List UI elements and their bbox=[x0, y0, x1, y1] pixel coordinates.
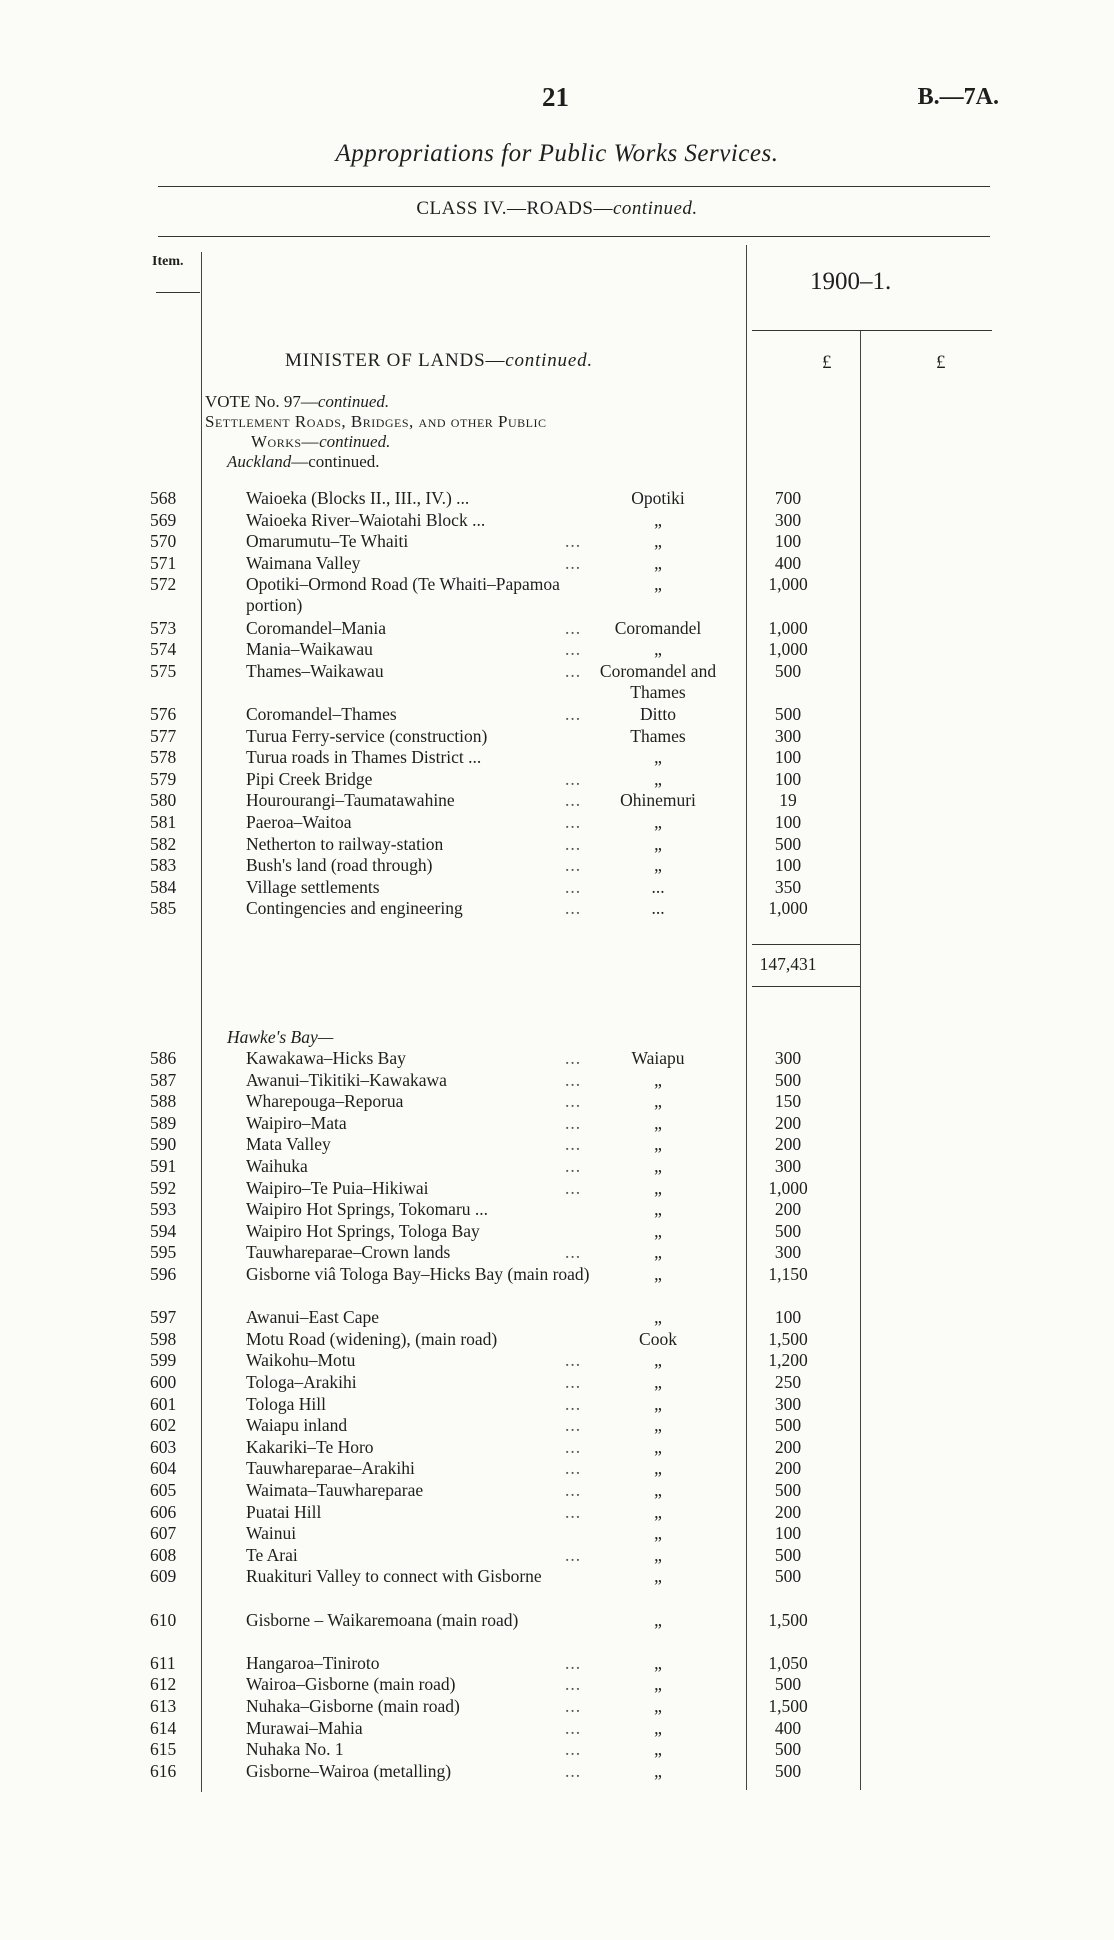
amount: 200 bbox=[774, 1134, 802, 1155]
item-number: 611 bbox=[150, 1652, 176, 1673]
district: „ bbox=[654, 1480, 662, 1500]
item-name: Coromandel–Mania bbox=[246, 617, 386, 638]
amount: 100 bbox=[774, 1523, 802, 1544]
item-number: 604 bbox=[150, 1458, 177, 1479]
item-name: Omarumutu–Te Whaiti bbox=[246, 531, 409, 552]
item-number: 588 bbox=[150, 1091, 177, 1112]
item-name: Awanui–East Cape bbox=[246, 1307, 380, 1328]
leader-dots: ... bbox=[564, 1674, 582, 1695]
item-name: Hourourangi–Taumatawahine bbox=[246, 790, 455, 811]
district: Ditto bbox=[640, 704, 676, 724]
item-name: Coromandel–Thames bbox=[246, 704, 397, 724]
item-number: 602 bbox=[150, 1415, 177, 1436]
amount: 500 bbox=[774, 1739, 802, 1760]
item-name: Gisborne viâ Tologa Bay–Hicks Bay (main road) bbox=[246, 1264, 590, 1284]
item-number: 584 bbox=[150, 876, 177, 897]
leader-dots: ... bbox=[564, 1091, 582, 1112]
leader-dots: ... bbox=[564, 1717, 582, 1738]
auckland-heading: Auckland—continued. bbox=[227, 452, 380, 471]
item-number: 615 bbox=[150, 1739, 177, 1760]
amount: 300 bbox=[774, 1242, 802, 1263]
item-name: Waimana Valley bbox=[246, 552, 361, 573]
document-reference: B.—7A. bbox=[917, 84, 999, 110]
title-rule bbox=[158, 186, 990, 187]
district: „ bbox=[654, 1350, 662, 1371]
district: „ bbox=[654, 1242, 662, 1263]
item-name: Kakariki–Te Horo bbox=[246, 1436, 374, 1457]
amount: 150 bbox=[774, 1091, 802, 1112]
item-number: 580 bbox=[150, 790, 177, 811]
amount: 300 bbox=[774, 509, 802, 530]
amount: 1,500 bbox=[768, 1696, 808, 1716]
district: „ bbox=[654, 639, 662, 660]
item-name: Waiapu inland bbox=[246, 1415, 348, 1436]
district: „ bbox=[654, 531, 662, 552]
item-number: 574 bbox=[150, 639, 177, 660]
amount: 500 bbox=[774, 1760, 802, 1781]
leader-dots: ... bbox=[564, 639, 582, 660]
item-number: 605 bbox=[150, 1480, 177, 1500]
item-number: 571 bbox=[150, 552, 177, 573]
district: „ bbox=[654, 1739, 662, 1760]
item-number: 610 bbox=[150, 1609, 177, 1630]
item-number: 596 bbox=[150, 1264, 177, 1284]
item-name: Nuhaka–Gisborne (main road) bbox=[246, 1696, 460, 1716]
leader-dots: ... bbox=[564, 898, 582, 919]
amount: 500 bbox=[774, 1220, 802, 1241]
item-name: Te Arai bbox=[246, 1544, 298, 1565]
item-number: 603 bbox=[150, 1436, 177, 1457]
district: „ bbox=[654, 1220, 662, 1241]
amount: 300 bbox=[774, 1156, 802, 1176]
amount: 250 bbox=[774, 1372, 802, 1392]
vote-title-cont: Works—continued. bbox=[251, 432, 391, 451]
amount: 300 bbox=[774, 725, 802, 746]
district: „ bbox=[654, 1091, 662, 1112]
leader-dots: ... bbox=[564, 1242, 582, 1263]
leader-dots: ... bbox=[564, 704, 582, 724]
item-name: Nuhaka No. 1 bbox=[246, 1739, 344, 1760]
item-name: Wainui bbox=[246, 1523, 297, 1544]
item-number: 606 bbox=[150, 1501, 177, 1522]
district: „ bbox=[654, 1566, 662, 1587]
leader-dots: ... bbox=[564, 1458, 582, 1479]
item-name: Paeroa–Waitoa bbox=[246, 812, 352, 832]
amount: 200 bbox=[774, 1112, 802, 1133]
year-header: 1900–1. bbox=[810, 268, 892, 295]
leader-dots: ... bbox=[564, 1134, 582, 1155]
item-number: 569 bbox=[150, 509, 177, 530]
amount: 1,050 bbox=[768, 1652, 808, 1673]
item-name: Tologa–Arakihi bbox=[246, 1372, 357, 1392]
item-name: Waikohu–Motu bbox=[246, 1350, 356, 1371]
leader-dots: ... bbox=[564, 1739, 582, 1760]
subtotal-rule-bottom bbox=[752, 986, 860, 987]
leader-dots: ... bbox=[564, 1480, 582, 1500]
item-number: 581 bbox=[150, 812, 177, 832]
item-name: Ruakituri Valley to connect with Gisborne bbox=[246, 1566, 542, 1587]
district: „ bbox=[654, 1696, 662, 1716]
amount: 100 bbox=[774, 768, 802, 789]
item-number: 598 bbox=[150, 1328, 177, 1349]
amount: 700 bbox=[774, 488, 802, 508]
minister-heading: MINISTER OF LANDS—continued. bbox=[285, 350, 593, 371]
item-name: Tauwhareparae–Arakihi bbox=[246, 1458, 415, 1479]
item-number: 573 bbox=[150, 617, 177, 638]
hawkes-bay-heading: Hawke's Bay— bbox=[227, 1027, 334, 1047]
leader-dots: ... bbox=[564, 1415, 582, 1436]
leader-dots: ... bbox=[564, 1177, 582, 1198]
item-number: 579 bbox=[150, 768, 177, 789]
item-number: 585 bbox=[150, 898, 177, 919]
district: Coromandel bbox=[614, 617, 702, 638]
district: Cook bbox=[639, 1328, 677, 1349]
amount: 1,150 bbox=[768, 1264, 808, 1284]
district: „ bbox=[654, 1501, 662, 1522]
leader-dots: ... bbox=[564, 1112, 582, 1133]
amount: 1,200 bbox=[768, 1350, 808, 1371]
vote-number: VOTE No. 97—continued. bbox=[205, 392, 390, 411]
amount: 1,000 bbox=[768, 617, 808, 638]
district: „ bbox=[654, 509, 662, 530]
amount: 500 bbox=[774, 1544, 802, 1565]
district: ... bbox=[651, 876, 665, 897]
amount: 19 bbox=[779, 790, 797, 811]
amount: 500 bbox=[774, 1480, 802, 1500]
leader-dots: ... bbox=[564, 1393, 582, 1414]
amount: 100 bbox=[774, 812, 802, 832]
amount: 500 bbox=[774, 833, 802, 854]
district: „ bbox=[654, 1307, 662, 1328]
leader-dots: ... bbox=[564, 812, 582, 832]
subtotal-rule-top bbox=[752, 944, 860, 945]
district: „ bbox=[654, 1264, 662, 1284]
district: „ bbox=[654, 1112, 662, 1133]
amount: 400 bbox=[774, 552, 802, 573]
amount: 300 bbox=[774, 1048, 802, 1068]
vote-heading bbox=[205, 392, 547, 472]
amount: 500 bbox=[774, 1566, 802, 1587]
district: „ bbox=[654, 1134, 662, 1155]
amount: 1,000 bbox=[768, 1177, 808, 1198]
district: „ bbox=[654, 1372, 662, 1392]
item-number: 614 bbox=[150, 1717, 177, 1738]
amount: 200 bbox=[774, 1436, 802, 1457]
vote-title: Settlement Roads, Bridges, and other Public bbox=[205, 412, 547, 431]
auckland-subtotal: 147,431 bbox=[759, 954, 817, 974]
amount: 400 bbox=[774, 1717, 802, 1738]
district: „ bbox=[654, 812, 662, 832]
item-number: 575 bbox=[150, 660, 177, 681]
year-header-rule bbox=[752, 330, 992, 331]
item-number: 612 bbox=[150, 1674, 177, 1695]
district: „ bbox=[654, 1760, 662, 1781]
district: „ bbox=[654, 1177, 662, 1198]
leader-dots: ... bbox=[564, 1652, 582, 1673]
district: „ bbox=[654, 855, 662, 876]
district: „ bbox=[654, 1415, 662, 1436]
leader-dots: ... bbox=[564, 855, 582, 876]
amount: 300 bbox=[774, 1393, 802, 1414]
item-name: Waipiro Hot Springs, Tologa Bay bbox=[246, 1220, 480, 1241]
item-number: 594 bbox=[150, 1220, 177, 1241]
item-number: 587 bbox=[150, 1069, 177, 1090]
item-name: Netherton to railway-station bbox=[246, 833, 444, 854]
item-number: 593 bbox=[150, 1199, 177, 1220]
amount: 100 bbox=[774, 531, 802, 552]
district: Waiapu bbox=[631, 1048, 685, 1068]
item-name: Thames–Waikawau bbox=[246, 660, 384, 681]
leader-dots: ... bbox=[564, 1372, 582, 1392]
item-number: 572 bbox=[150, 574, 177, 595]
amount: 200 bbox=[774, 1501, 802, 1522]
district: „ bbox=[654, 1652, 662, 1673]
leader-dots: ... bbox=[564, 1048, 582, 1068]
leader-dots: ... bbox=[564, 1760, 582, 1781]
item-number: 601 bbox=[150, 1393, 177, 1414]
item-column-header: Item. bbox=[152, 254, 184, 269]
leader-dots: ... bbox=[564, 1544, 582, 1565]
page-number: 21 bbox=[542, 82, 569, 112]
leader-dots: ... bbox=[564, 876, 582, 897]
district: „ bbox=[654, 1156, 662, 1176]
item-name: Tologa Hill bbox=[246, 1393, 326, 1414]
district: „ bbox=[654, 552, 662, 573]
item-column-rule bbox=[201, 252, 202, 1792]
amount: 100 bbox=[774, 1307, 802, 1328]
leader-dots: ... bbox=[564, 768, 582, 789]
leader-dots: ... bbox=[564, 1696, 582, 1716]
leader-dots: ... bbox=[564, 1350, 582, 1371]
district: „ bbox=[654, 574, 662, 595]
item-header-rule bbox=[156, 292, 200, 293]
district: „ bbox=[654, 747, 662, 768]
leader-dots: ... bbox=[564, 552, 582, 573]
amount: 500 bbox=[774, 660, 802, 681]
item-name: Puatai Hill bbox=[246, 1501, 322, 1522]
amount: 200 bbox=[774, 1458, 802, 1479]
item-name: Waipiro–Te Puia–Hikiwai bbox=[246, 1177, 429, 1198]
amount: 200 bbox=[774, 1199, 802, 1220]
item-name: Waipiro Hot Springs, Tokomaru ... bbox=[246, 1199, 489, 1220]
pound-header-2: £ bbox=[936, 352, 946, 373]
item-name: Turua roads in Thames District ... bbox=[246, 747, 482, 768]
item-name: Waioeka (Blocks II., III., IV.) ... bbox=[246, 488, 470, 508]
amount-column-rule bbox=[860, 330, 861, 1790]
item-name: Mania–Waikawau bbox=[246, 639, 373, 660]
district: „ bbox=[654, 833, 662, 854]
page-title: Appropriations for Public Works Services. bbox=[335, 140, 779, 167]
item-name: Tauwhareparae–Crown lands bbox=[246, 1242, 451, 1263]
leader-dots: ... bbox=[564, 1156, 582, 1176]
amount: 100 bbox=[774, 855, 802, 876]
amount: 500 bbox=[774, 1415, 802, 1436]
item-number: 592 bbox=[150, 1177, 177, 1198]
item-name: Motu Road (widening), (main road) bbox=[246, 1328, 498, 1349]
amount: 100 bbox=[774, 747, 802, 768]
leader-dots: ... bbox=[564, 1436, 582, 1457]
class-heading: CLASS IV.—ROADS—continued. bbox=[416, 198, 698, 219]
item-number: 577 bbox=[150, 725, 177, 746]
item-name: Bush's land (road through) bbox=[246, 855, 433, 876]
item-number: 600 bbox=[150, 1372, 177, 1392]
leader-dots: ... bbox=[564, 617, 582, 638]
item-name: Opotiki–Ormond Road (Te Whaiti–Papamoa portion) bbox=[246, 574, 560, 616]
district: „ bbox=[654, 1674, 662, 1695]
leader-dots: ... bbox=[564, 833, 582, 854]
district: „ bbox=[654, 1069, 662, 1090]
item-name: Village settlements bbox=[246, 876, 380, 897]
item-number: 591 bbox=[150, 1156, 177, 1176]
amount: 500 bbox=[774, 704, 802, 724]
item-number: 586 bbox=[150, 1048, 177, 1068]
item-name: Wharepouga–Reporua bbox=[246, 1091, 404, 1112]
district: „ bbox=[654, 1458, 662, 1479]
amount: 1,500 bbox=[768, 1328, 808, 1349]
district: „ bbox=[654, 1393, 662, 1414]
class-rule bbox=[158, 236, 990, 237]
item-number: 589 bbox=[150, 1112, 177, 1133]
item-number: 583 bbox=[150, 855, 177, 876]
item-number: 582 bbox=[150, 833, 177, 854]
amount: 350 bbox=[774, 876, 802, 897]
district: Opotiki bbox=[631, 488, 685, 508]
item-name: Gisborne – Waikaremoana (main road) bbox=[246, 1609, 519, 1630]
amount: 1,000 bbox=[768, 639, 808, 660]
district: ... bbox=[651, 898, 665, 919]
item-number: 613 bbox=[150, 1696, 177, 1716]
item-name: Mata Valley bbox=[246, 1134, 331, 1155]
district: „ bbox=[654, 1544, 662, 1565]
district: „ bbox=[654, 1609, 662, 1630]
leader-dots: ... bbox=[564, 1501, 582, 1522]
item-name: Murawai–Mahia bbox=[246, 1717, 363, 1738]
amount: 1,500 bbox=[768, 1609, 808, 1630]
district: „ bbox=[654, 1436, 662, 1457]
item-name: Kawakawa–Hicks Bay bbox=[246, 1048, 406, 1068]
leader-dots: ... bbox=[564, 790, 582, 811]
amount: 1,000 bbox=[768, 574, 808, 595]
item-number: 595 bbox=[150, 1242, 177, 1263]
item-number: 607 bbox=[150, 1523, 177, 1544]
item-name: Turua Ferry-service (construction) bbox=[246, 725, 488, 746]
district: „ bbox=[654, 1199, 662, 1220]
pound-header-1: £ bbox=[822, 352, 832, 373]
amount: 1,000 bbox=[768, 898, 808, 919]
item-number: 578 bbox=[150, 747, 177, 768]
item-number: 599 bbox=[150, 1350, 177, 1371]
district: „ bbox=[654, 768, 662, 789]
item-number: 590 bbox=[150, 1134, 177, 1155]
item-name: Waimata–Tauwhareparae bbox=[246, 1480, 424, 1500]
item-number: 609 bbox=[150, 1566, 177, 1587]
item-number: 576 bbox=[150, 704, 177, 724]
item-number: 616 bbox=[150, 1760, 177, 1781]
item-name: Gisborne–Wairoa (metalling) bbox=[246, 1760, 452, 1781]
item-name: Wairoa–Gisborne (main road) bbox=[246, 1674, 456, 1695]
item-name: Awanui–Tikitiki–Kawakawa bbox=[246, 1069, 447, 1090]
item-number: 570 bbox=[150, 531, 177, 552]
item-name: Waioeka River–Waiotahi Block ... bbox=[246, 509, 486, 530]
leader-dots: ... bbox=[564, 531, 582, 552]
item-name: Hangaroa–Tiniroto bbox=[246, 1652, 380, 1673]
item-number: 608 bbox=[150, 1544, 177, 1565]
district: „ bbox=[654, 1717, 662, 1738]
amount: 500 bbox=[774, 1069, 802, 1090]
district: Ohinemuri bbox=[620, 790, 696, 811]
district: Thames bbox=[630, 725, 686, 746]
item-name: Waihuka bbox=[246, 1156, 308, 1176]
item-number: 568 bbox=[150, 488, 177, 508]
leader-dots: ... bbox=[564, 660, 582, 681]
leader-dots: ... bbox=[564, 1069, 582, 1090]
item-number: 597 bbox=[150, 1307, 177, 1328]
amount: 500 bbox=[774, 1674, 802, 1695]
district: „ bbox=[654, 1523, 662, 1544]
item-name: Contingencies and engineering bbox=[246, 898, 463, 919]
district: Coromandel and Thames bbox=[599, 660, 717, 702]
item-name: Waipiro–Mata bbox=[246, 1112, 347, 1133]
item-name: Pipi Creek Bridge bbox=[246, 768, 373, 789]
